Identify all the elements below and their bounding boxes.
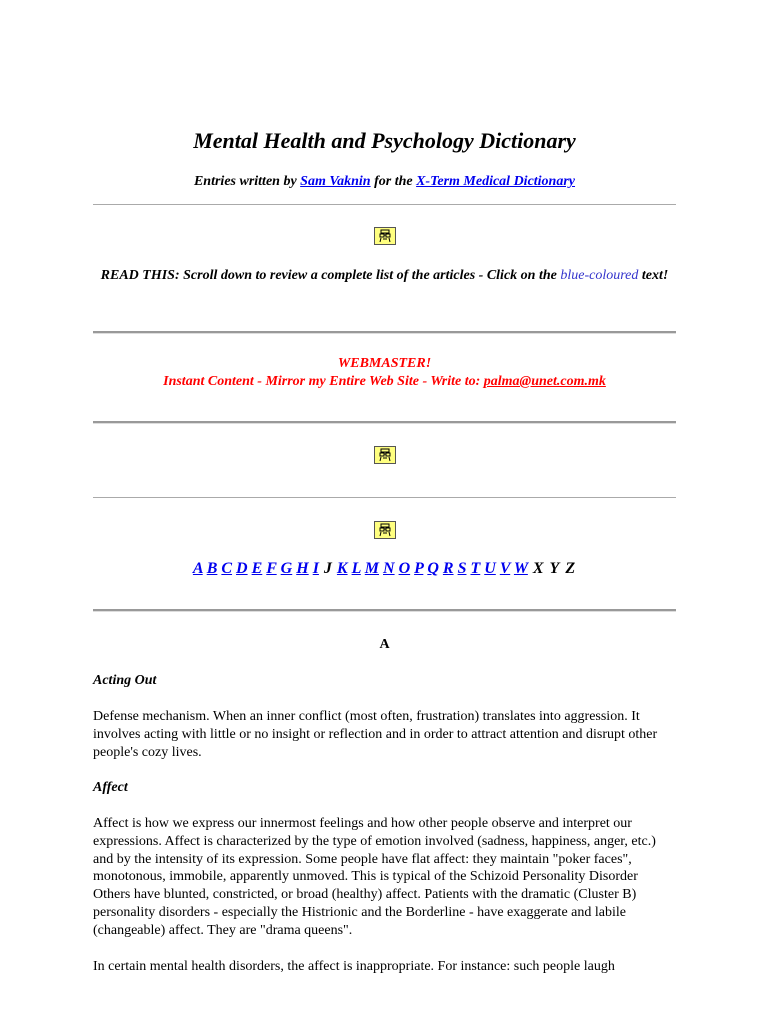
letter-link-i[interactable]: I (312, 560, 319, 577)
letter-link-f[interactable]: F (266, 560, 277, 577)
byline-prefix: Entries written by (193, 174, 301, 189)
entry-paragraph: In certain mental health disorders, the affect is inappropriate. For instance: such people laugh (93, 959, 615, 974)
letter-link-e[interactable]: E (251, 560, 263, 577)
letter-link-q[interactable]: Q (427, 560, 439, 577)
webmaster-heading: WEBMASTER! (337, 356, 432, 371)
divider (93, 497, 676, 498)
letter-link-o[interactable]: O (398, 560, 411, 577)
letter-link-g[interactable]: G (280, 560, 293, 577)
icon-row (93, 446, 676, 464)
letter-link-t[interactable]: T (470, 560, 481, 577)
entry-paragraph: Affect is how we express our innermost feelings and how other people observe and interpret our expressions. Affect is characterized by the type of emotion involved (sadness, happiness, anger, etc.) and by the intensity of its expression. Some people have flat affect: they maintain "poker faces", monotonous, immobile, apparently unmoved. This is typical of the Schizoid Personality Disorder Others have blunted, constricted, or broad (healthy) affect. Patients with the dramatic (Cluster B) personality disorders - especially the Histrionic and the Borderline - have exaggerate and labile (changeable) affect. They are "drama queens". (93, 816, 656, 938)
letter-plain-x: X (532, 560, 544, 577)
glasses-icon (374, 446, 396, 464)
letter-link-s[interactable]: S (457, 560, 467, 577)
byline-middle: for the (370, 174, 417, 189)
letter-link-b[interactable]: B (206, 560, 218, 577)
letter-link-m[interactable]: M (364, 560, 380, 577)
letter-link-l[interactable]: L (351, 560, 361, 577)
page-title: Mental Health and Psychology Dictionary (193, 128, 576, 153)
divider (93, 609, 676, 612)
glasses-icon (374, 227, 396, 245)
letter-link-h[interactable]: H (296, 560, 309, 577)
email-link[interactable]: palma@unet.com.mk (483, 374, 606, 389)
blue-coloured-text: blue-coloured (560, 268, 639, 283)
webmaster-text: Instant Content - Mirror my Entire Web Site - Write to: (163, 374, 484, 389)
divider (93, 421, 676, 424)
webmaster-line (93, 373, 676, 391)
letter-link-c[interactable]: C (221, 560, 233, 577)
dictionary-link[interactable]: X-Term Medical Dictionary (416, 174, 576, 189)
icon-row (93, 227, 676, 245)
letter-link-k[interactable]: K (336, 560, 348, 577)
letter-plain-j: J (323, 560, 332, 577)
byline (93, 174, 676, 190)
entry-term: Affect (93, 780, 128, 795)
letter-link-n[interactable]: N (383, 560, 395, 577)
read-this-end: text! (638, 268, 669, 283)
alphabet-index (93, 560, 676, 578)
letter-link-v[interactable]: V (499, 560, 511, 577)
webmaster-notice (93, 355, 676, 391)
divider (93, 331, 676, 334)
glasses-icon (374, 521, 396, 539)
letter-link-r[interactable]: R (442, 560, 454, 577)
letter-link-u[interactable]: U (484, 560, 496, 577)
letter-link-a[interactable]: A (192, 560, 203, 577)
author-link[interactable]: Sam Vaknin (300, 174, 371, 189)
read-this-text: READ THIS: Scroll down to review a complete list of the articles - Click on the (100, 268, 561, 283)
divider (93, 204, 676, 205)
icon-row (93, 521, 676, 539)
letter-link-w[interactable]: W (513, 560, 528, 577)
letter-link-p[interactable]: P (414, 560, 424, 577)
read-this-notice (93, 267, 676, 285)
letter-plain-y: Y (549, 560, 560, 577)
letter-link-d[interactable]: D (236, 560, 248, 577)
entry-paragraph: Defense mechanism. When an inner conflict (most often, frustration) translates into aggression. It involves acting with little or no insight or reflection and in order to attract attention and disrupt other people's cozy lives. (93, 709, 658, 760)
entry-term: Acting Out (93, 673, 157, 688)
section-heading: A (379, 637, 390, 652)
letter-plain-z: Z (565, 560, 576, 577)
